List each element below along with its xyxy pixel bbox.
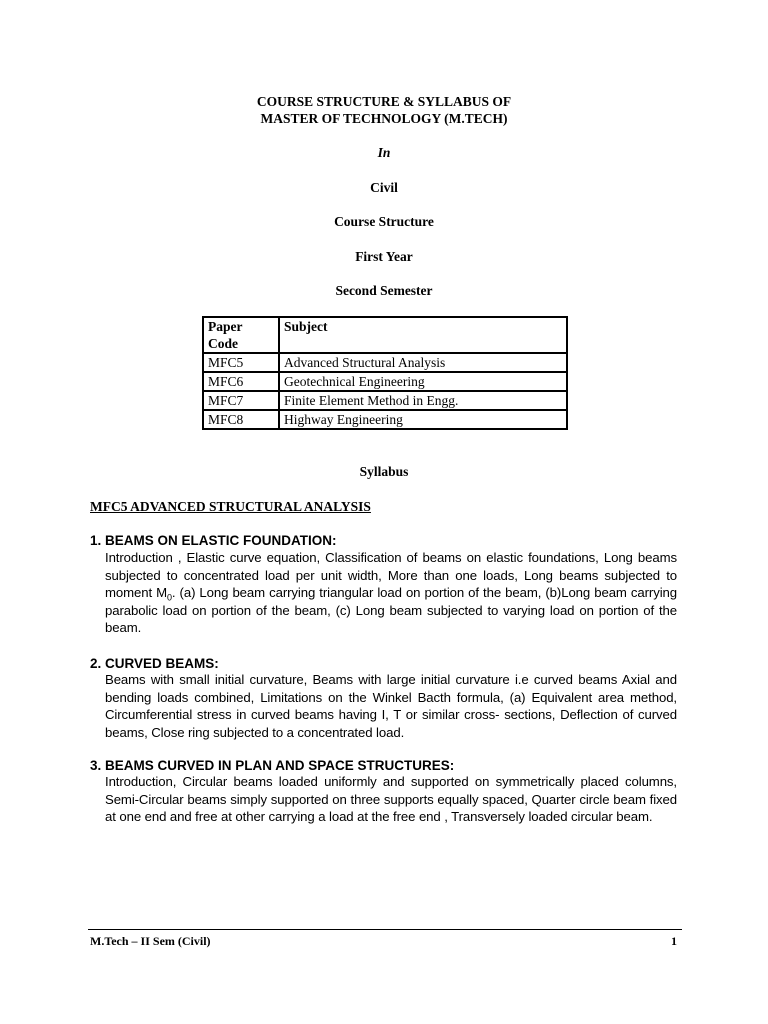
course-structure-heading: Course Structure: [334, 214, 434, 229]
semester-label: Second Semester: [335, 283, 433, 298]
table-row: [203, 410, 567, 429]
header-subject: Subject: [279, 317, 567, 353]
paper-code-cell: MFC7: [203, 391, 279, 410]
section-1-text-b: . (a) Long beam carrying triangular load on portion of the beam, (b)Long beam carrying parabolic load on portion of the beam, (c) Long beam subjected to varying load on portion of the beam.: [105, 585, 677, 636]
section-3-heading: 3. BEAMS CURVED IN PLAN AND SPACE STRUCTURES:: [90, 758, 455, 773]
section-2-heading: 2. CURVED BEAMS:: [90, 656, 219, 671]
year-label: First Year: [355, 249, 413, 264]
subject-cell: Geotechnical Engineering: [279, 372, 567, 391]
subject-cell: Advanced Structural Analysis: [279, 353, 567, 372]
subject-title: MFC5 ADVANCED STRUCTURAL ANALYSIS: [90, 499, 371, 514]
table-row: [203, 372, 567, 391]
section-1-body: [105, 549, 677, 637]
title-line-1: COURSE STRUCTURE & SYLLABUS OF: [256, 94, 512, 109]
section-3-body: Introduction, Circular beams loaded uniformly and supported on symmetrically placed columns, Semi-Circular beams simply supported on three supports equally spaced, Quarter circle beam fixed at one end and free at other carrying a load at the free end , Transversely loaded circular beam.: [105, 774, 677, 825]
section-1-text-a: Introduction , Elastic curve equation, Classification of beams on elastic foundations, Long beams subjected to concentrated load per unit width, More than one loads, Long beams subjected to moment M: [105, 550, 677, 601]
subject-cell: Finite Element Method in Engg.: [279, 391, 567, 410]
paper-code-cell: MFC8: [203, 410, 279, 429]
paper-code-cell: MFC6: [203, 372, 279, 391]
branch-label: Civil: [370, 180, 398, 195]
section-2-body: Beams with small initial curvature, Beams with large initial curvature i.e curved beams Axial and bending loads combined, Limitations on the Winkel Bacth formula, (a) Equivalent area method, Circumferential stress in curved beams having I, T or similar cross- sections, Deflection of curved beams, Close ring subjected to a concentrated load.: [105, 672, 677, 740]
paper-code-cell: MFC5: [203, 353, 279, 372]
footer-course-label: M.Tech – II Sem (Civil): [90, 934, 211, 948]
page-number: 1: [671, 934, 677, 948]
table-row: [203, 353, 567, 372]
syllabus-heading: Syllabus: [359, 464, 409, 479]
in-label: In: [377, 145, 391, 160]
subject-cell: Highway Engineering: [279, 410, 567, 429]
section-1-heading: 1. BEAMS ON ELASTIC FOUNDATION:: [90, 533, 337, 548]
table-row: [203, 391, 567, 410]
course-table: [202, 316, 568, 430]
section-1-subscript: 0: [167, 592, 172, 603]
table-header-row: [203, 317, 567, 353]
header-paper-code: Paper Code: [203, 317, 279, 353]
footer-divider: [88, 929, 682, 930]
title-line-2: MASTER OF TECHNOLOGY (M.TECH): [260, 111, 508, 126]
